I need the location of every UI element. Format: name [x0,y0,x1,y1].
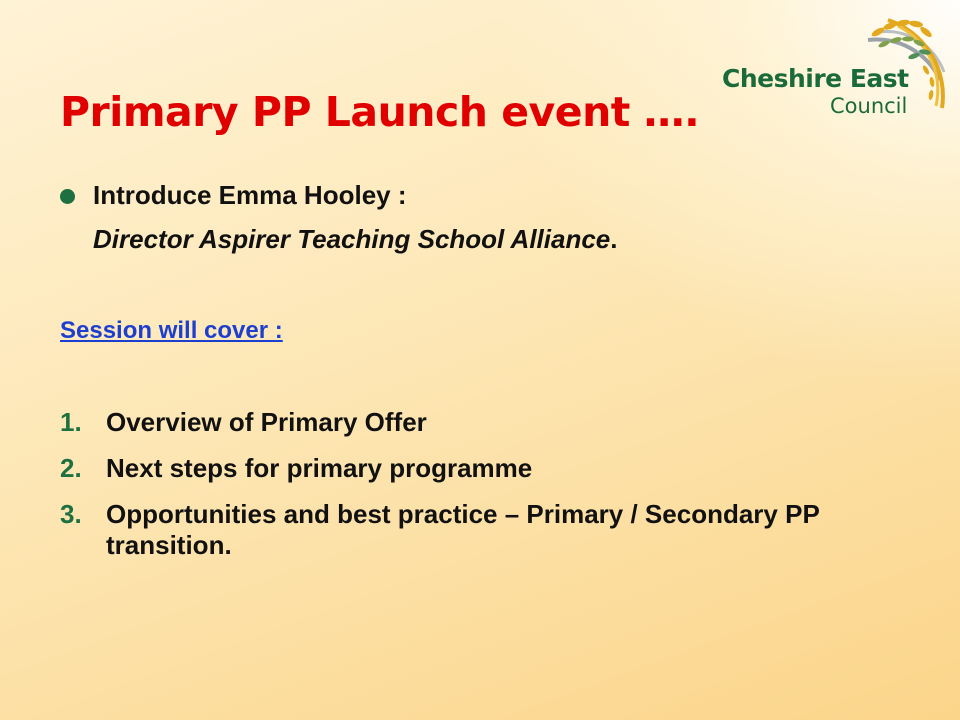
slide-title: Primary PP Launch event …. [60,88,700,136]
list-item-text: Opportunities and best practice – Primary / Secondary PP transition. [106,499,820,560]
list-item-text: Overview of Primary Offer [106,407,427,437]
logo-text-cheshire-east: Cheshire East [722,64,909,93]
session-heading: Session will cover : [60,317,283,344]
list-item-number: 1. [60,407,82,437]
list-item [60,407,940,438]
bullet-dot-icon [60,189,75,204]
list-item-text: Next steps for primary programme [106,453,533,483]
director-text: Director Aspirer Teaching School Alliance [93,224,611,254]
list-item-number: 2. [60,453,82,483]
list-item [60,453,940,484]
cheshire-east-logo [718,10,950,125]
list-item-number: 3. [60,499,82,529]
logo-text-council: Council [830,94,908,118]
session-list [60,407,940,576]
intro-bullet [60,180,407,211]
intro-text: Introduce Emma Hooley : [93,180,407,210]
list-item [60,499,940,561]
director-line [93,224,617,255]
director-period: . [610,224,618,254]
